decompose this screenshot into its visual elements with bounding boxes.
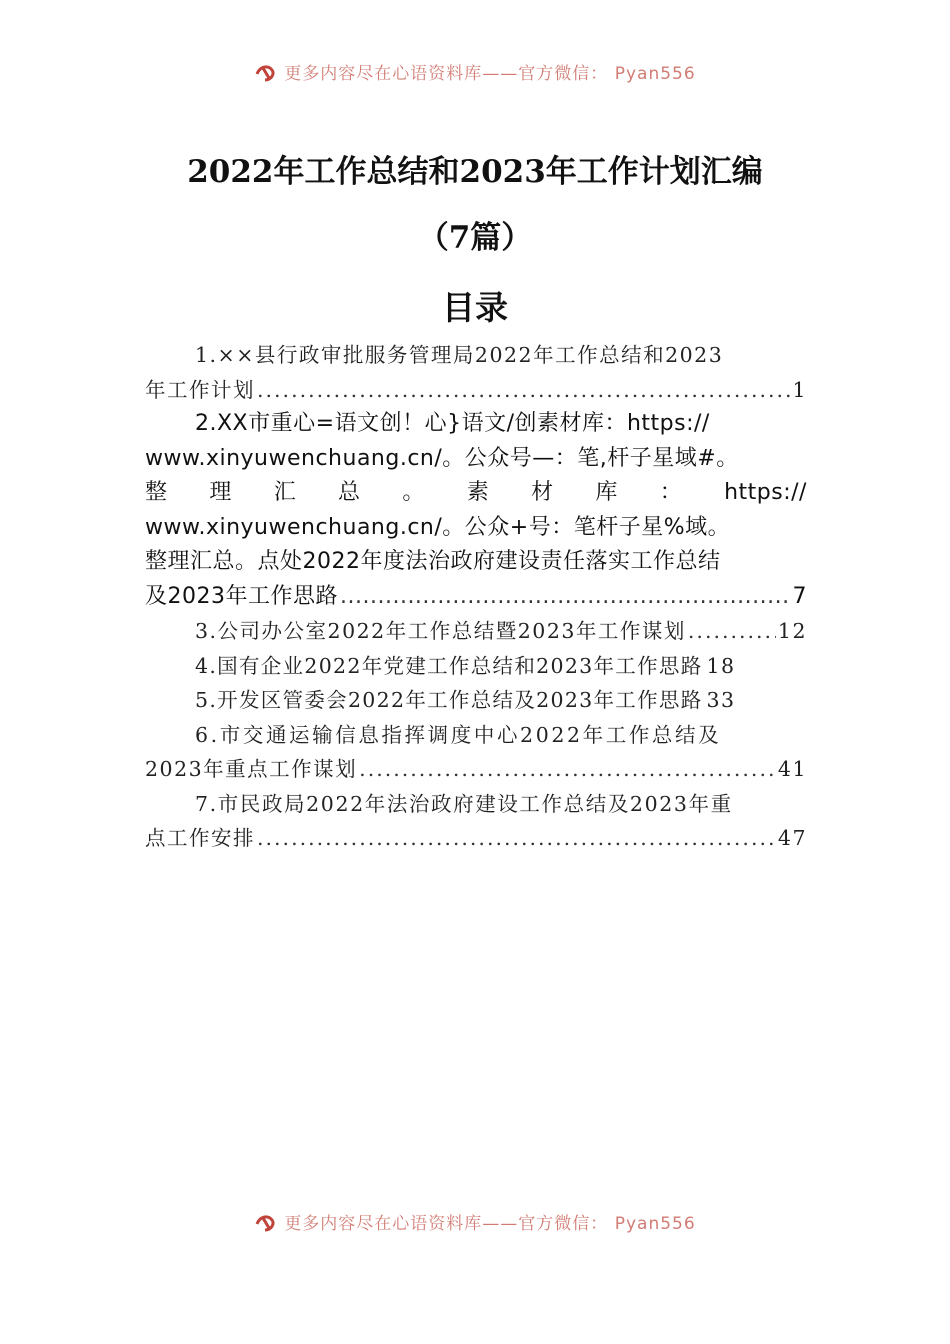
dot-leader	[359, 752, 776, 787]
spread-char: 整	[145, 480, 168, 505]
toc-entry-1-page: 1	[792, 377, 807, 402]
toc-entry-6-line2: 2023年重点工作谋划	[145, 757, 358, 781]
document-title: 2022年工作总结和2023年工作计划汇编	[187, 154, 763, 190]
toc-heading: 目录	[442, 288, 508, 327]
document-subtitle: （7篇）	[417, 220, 533, 256]
spread-char: 材	[531, 480, 554, 505]
spread-char: 总	[338, 480, 361, 505]
toc-entry-3[interactable]	[145, 614, 807, 649]
toc-entry-1-line2: 年工作计划	[145, 377, 255, 402]
toc-entry-7-page: 47	[777, 826, 807, 850]
toc-entry-2-line6: 及2023年工作思路	[145, 583, 338, 609]
watermark-logo-icon	[254, 1212, 280, 1234]
toc-entry-2-line4: www.xinyuwenchuang.cn/。公众+号：笔杆子星%域。	[145, 514, 731, 540]
watermark-text: 更多内容尽在心语资料库——官方微信： Pyan556	[284, 63, 696, 84]
toc-entry-6-page: 41	[777, 757, 807, 781]
toc-entry-2-line2: www.xinyuwenchuang.cn/。公众号—：笔,杆子星域#。	[145, 445, 739, 471]
spread-char: 汇	[273, 480, 297, 505]
toc-entry-7[interactable]	[145, 787, 807, 856]
toc-entry-2-line5: 整理汇总。点处2022年度法治政府建设责任落实工作总结	[145, 549, 721, 574]
toc-entry-3-line1: 3.公司办公室2022年工作总结暨2023年工作谋划	[195, 619, 686, 643]
spread-char: ：	[659, 480, 683, 505]
toc-entry-6[interactable]	[145, 718, 807, 787]
toc-entry-4[interactable]	[145, 649, 807, 684]
toc-entry-2-page: 7	[792, 583, 807, 609]
header-watermark	[0, 62, 950, 92]
spread-char: 理	[209, 480, 232, 505]
dot-leader	[257, 821, 776, 856]
dot-leader	[688, 614, 776, 649]
toc-entry-4-page: 18	[706, 653, 736, 678]
watermark-text: 更多内容尽在心语资料库——官方微信： Pyan556	[284, 1213, 696, 1234]
table-of-contents	[145, 338, 807, 856]
spread-char: 库	[595, 480, 618, 505]
spread-char: 素	[466, 480, 490, 505]
toc-entry-1-line1: 1.××县行政审批服务管理局2022年工作总结和2023	[195, 343, 724, 367]
watermark-logo-icon	[254, 62, 280, 84]
toc-entry-5-page: 33	[706, 688, 736, 712]
toc-entry-5[interactable]	[145, 683, 807, 718]
spread-char: https://	[724, 480, 807, 505]
footer-watermark	[0, 1212, 950, 1242]
toc-entry-5-line1: 5.开发区管委会2022年工作总结及2023年工作思路	[195, 688, 703, 712]
toc-entry-7-line1: 7.市民政局2022年法治政府建设工作总结及2023年重	[195, 791, 733, 816]
toc-entry-4-line1: 4.国有企业2022年党建工作总结和2023年工作思路	[195, 653, 703, 678]
toc-entry-2[interactable]	[145, 407, 807, 614]
toc-entry-1[interactable]	[145, 338, 807, 407]
toc-entry-6-line1: 6.市交通运输信息指挥调度中心2022年工作总结及	[195, 722, 722, 747]
toc-entry-7-line2: 点工作安排	[145, 826, 255, 850]
spread-char: 。	[402, 480, 425, 505]
dot-leader	[340, 580, 791, 615]
toc-entry-2-line1: 2.XX市重心=语文创！心}语文/创素材库：https://	[195, 411, 710, 436]
toc-entry-3-page: 12	[777, 619, 807, 643]
toc-entry-2-line3	[145, 476, 807, 511]
dot-leader	[257, 373, 790, 408]
